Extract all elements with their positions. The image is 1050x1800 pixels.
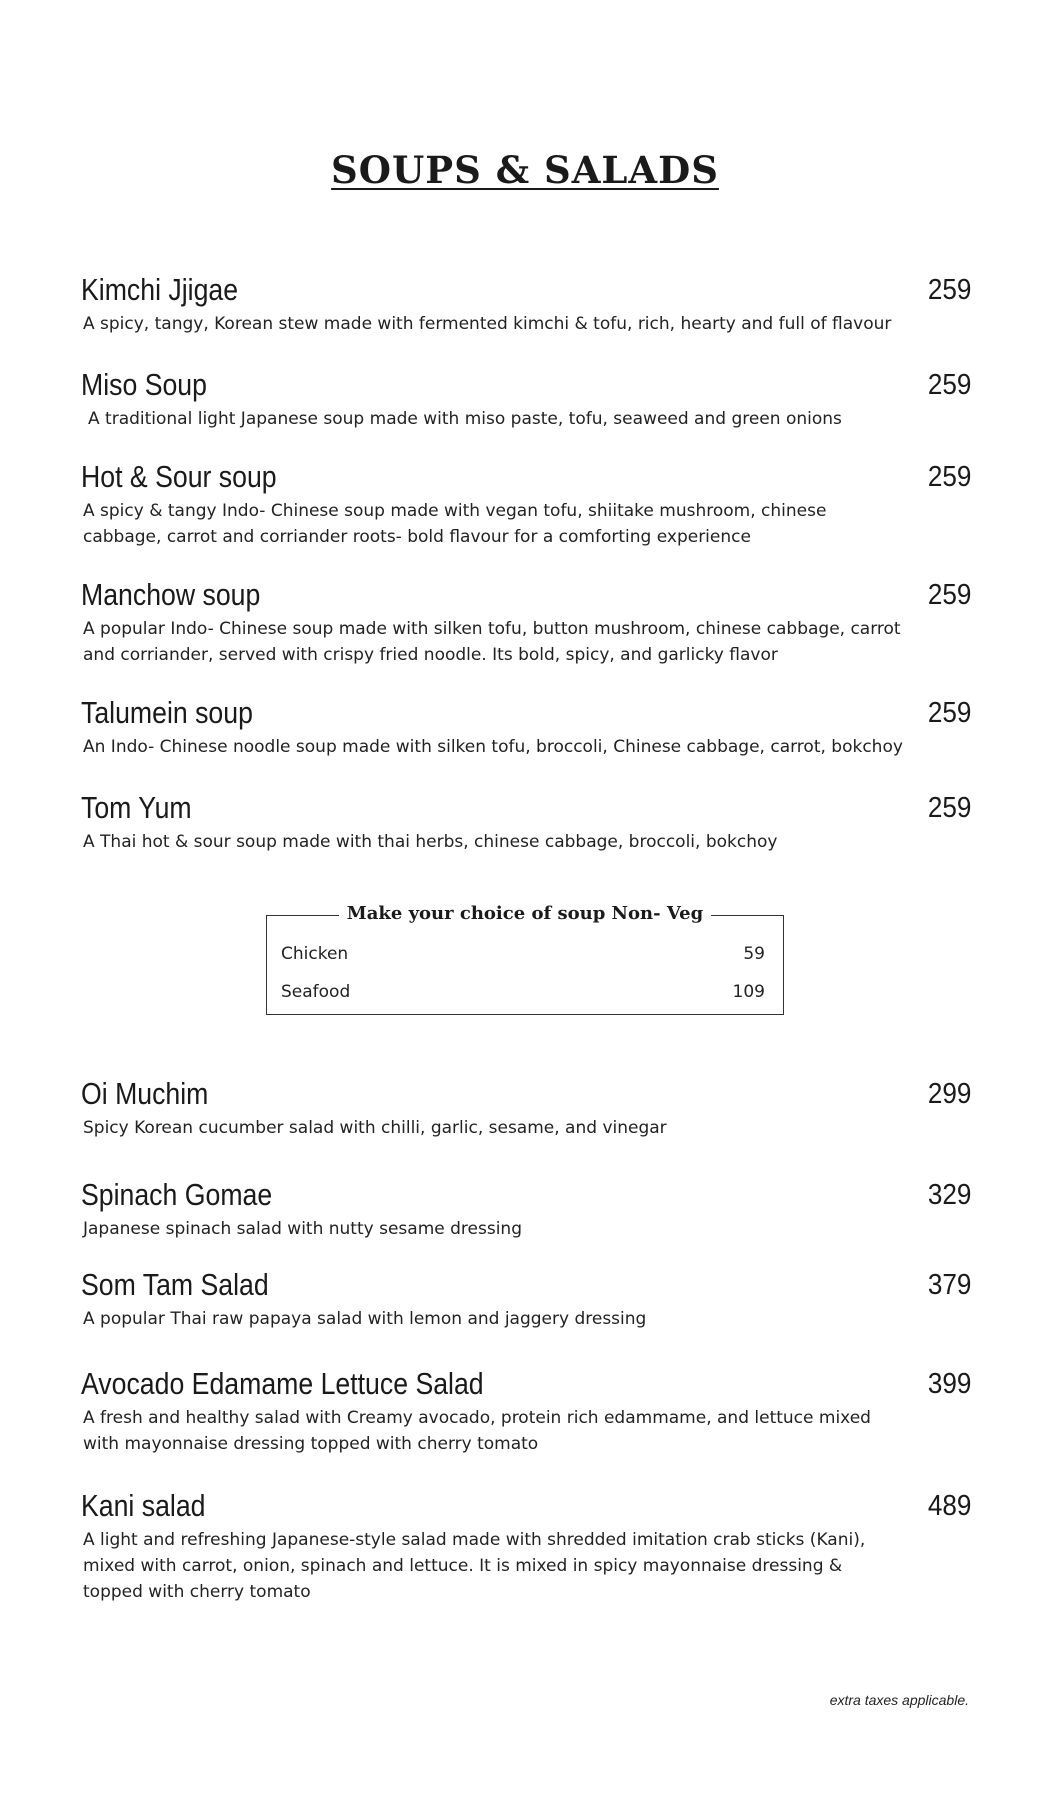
item-price: 259 [927,697,971,729]
item-description: A fresh and healthy salad with Creamy avocado, protein rich edammame, and lettuce mixed with mayonnaise dressing topped with cherry tomato [83,1408,871,1454]
item-name: Hot & Sour soup [81,459,277,494]
page-title-text: SOUPS & SALADS [331,148,719,192]
choice-option-price: 109 [732,982,765,1002]
item-name: Kani salad [81,1488,206,1523]
item-description: A popular Indo- Chinese soup made with silken tofu, button mushroom, chinese cabbage, carrot and corriander, served with crispy fried noodle. Its bold, spicy, and garlicky flavor [83,619,901,665]
choice-option-chicken [281,941,765,967]
choice-title-text: Make your choice of soup Non- Veg [339,903,711,924]
menu-item-talumein-soup [81,695,971,760]
item-name: Kimchi Jjigae [81,272,239,307]
tax-footnote: extra taxes applicable. [829,1692,969,1708]
item-price: 259 [927,274,971,306]
menu-item-hot-sour-soup [81,459,971,550]
item-name: Miso Soup [81,367,207,402]
choice-option-name: Seafood [281,982,351,1002]
item-price: 259 [927,579,971,611]
item-description: A traditional light Japanese soup made with miso paste, tofu, seaweed and green onions [88,409,842,429]
item-description: Japanese spinach salad with nutty sesame dressing [83,1219,522,1239]
menu-item-som-tam-salad [81,1267,971,1332]
item-description: A spicy, tangy, Korean stew made with fermented kimchi & tofu, rich, hearty and full of flavour [83,314,892,334]
item-name: Talumein soup [81,695,253,730]
item-description: A spicy & tangy Indo- Chinese soup made with vegan tofu, shiitake mushroom, chinese cabbage, carrot and corriander roots- bold flavour for a comforting experience [83,501,827,547]
item-description: An Indo- Chinese noodle soup made with silken tofu, broccoli, Chinese cabbage, carrot, bokchoy [83,737,903,757]
item-description: Spicy Korean cucumber salad with chilli, garlic, sesame, and vinegar [83,1118,667,1138]
item-name: Spinach Gomae [81,1177,273,1212]
item-price: 379 [927,1269,971,1301]
menu-item-oi-muchim [81,1076,971,1141]
item-name: Avocado Edamame Lettuce Salad [81,1366,484,1401]
choice-option-price: 59 [743,944,765,964]
menu-item-miso-soup [81,367,971,432]
item-price: 259 [927,461,971,493]
item-name: Oi Muchim [81,1076,209,1111]
item-name: Som Tam Salad [81,1267,269,1302]
menu-item-kani-salad [81,1488,971,1605]
item-price: 489 [927,1490,971,1522]
menu-item-avocado-edamame-lettuce-salad [81,1366,971,1457]
item-price: 259 [927,792,971,824]
item-price: 259 [927,369,971,401]
choice-title [267,901,783,927]
choice-option-seafood [281,979,765,1005]
menu-item-spinach-gomae [81,1177,971,1242]
item-price: 299 [927,1078,971,1110]
non-veg-choice-box [266,903,784,1015]
item-price: 399 [927,1368,971,1400]
item-price: 329 [927,1179,971,1211]
menu-item-manchow-soup [81,577,971,668]
item-description: A Thai hot & sour soup made with thai herbs, chinese cabbage, broccoli, bokchoy [83,832,778,852]
menu-item-kimchi-jjigae [81,272,971,337]
item-name: Manchow soup [81,577,261,612]
item-name: Tom Yum [81,790,192,825]
item-description: A popular Thai raw papaya salad with lemon and jaggery dressing [83,1309,647,1329]
page-title [0,148,1050,192]
menu-item-tom-yum [81,790,971,855]
item-description: A light and refreshing Japanese-style salad made with shredded imitation crab sticks (Kani), mixed with carrot, onion, spinach and lettuce. It is mixed in spicy mayonnaise dressing & topped with cherry tomato [83,1530,866,1602]
choice-option-name: Chicken [281,944,349,964]
